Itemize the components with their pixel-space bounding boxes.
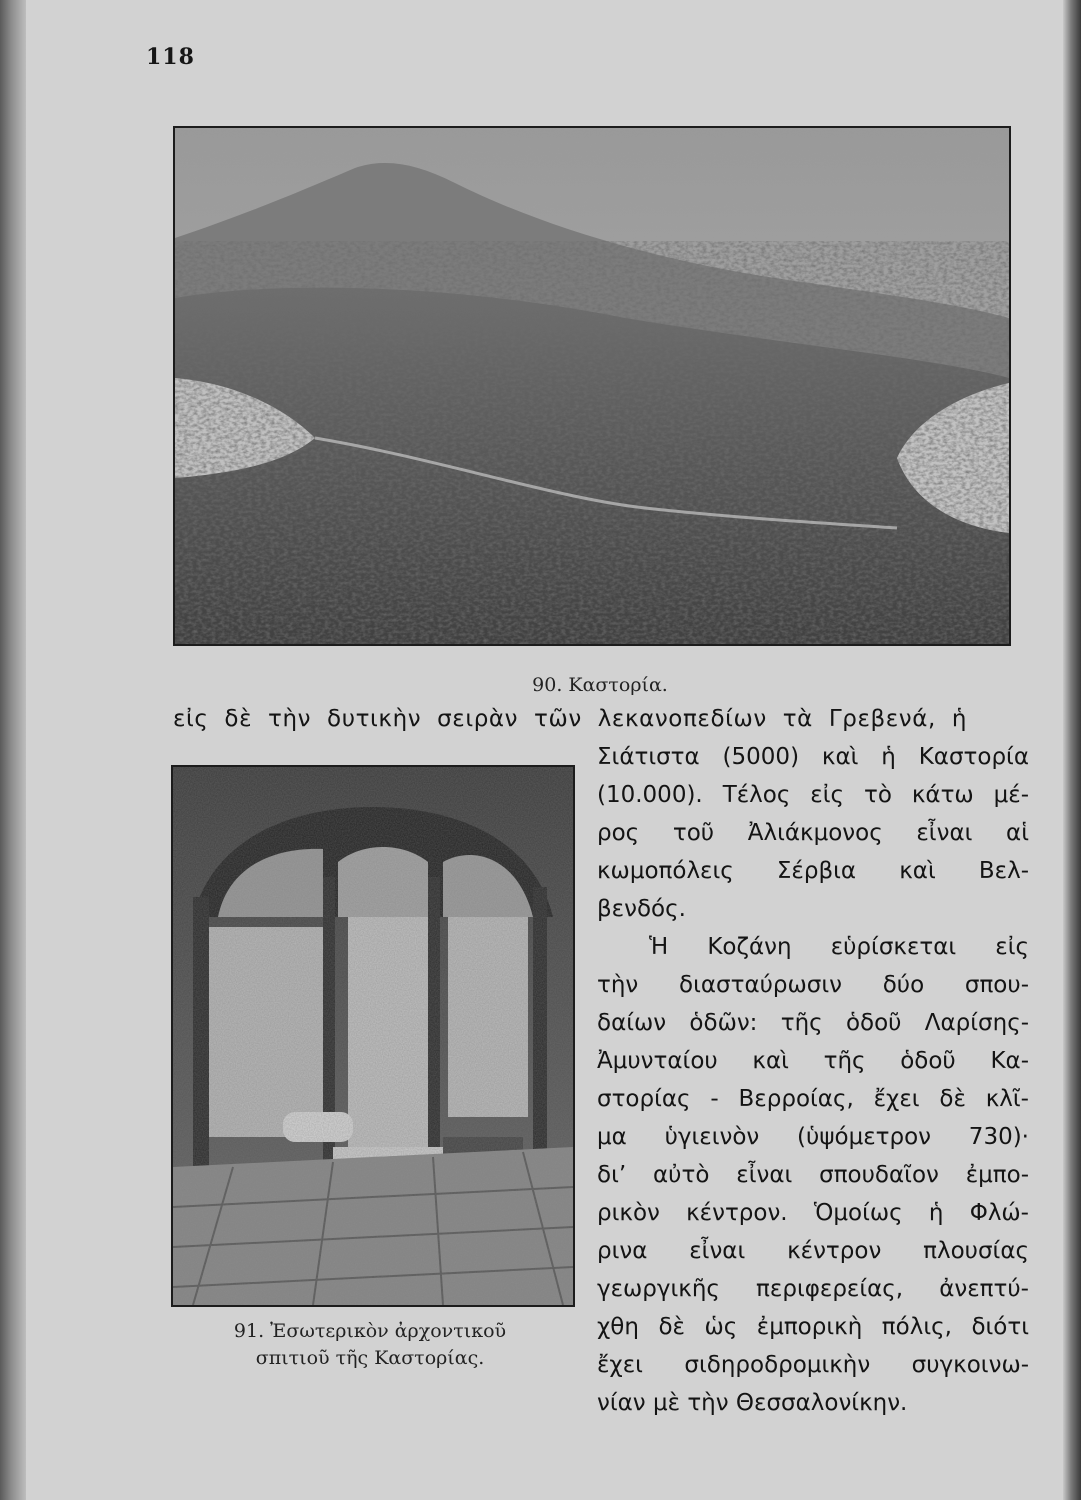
mansion-interior-photo: [171, 765, 575, 1307]
body-line-11: στορίας - Βερροίας, ἔχει δὲ κλῖ-: [597, 1086, 1029, 1112]
body-line-1: εἰς δὲ τὴν δυτικὴν σειρὰν τῶν λεκανοπεδίων τὰ Γρεβενά, ἡ: [173, 706, 968, 732]
body-line-12: μα ὑγιεινὸν (ὑψόμετρον 730)·: [597, 1124, 1029, 1150]
body-line-8: τὴν διασταύρωσιν δύο σπου-: [597, 972, 1029, 998]
scan-edge-left: [0, 0, 26, 1500]
figure-91-caption-line1: 91. Ἐσωτερικὸν ἀρχοντικοῦ: [233, 1320, 507, 1342]
body-line-4: ρος τοῦ Ἀλιάκμονος εἶναι αἱ: [597, 820, 1029, 846]
body-line-19: νίαν μὲ τὴν Θεσσαλονίκην.: [597, 1390, 908, 1416]
body-line-3: (10.000). Τέλος εἰς τὸ κάτω μέ-: [597, 782, 1029, 808]
page-number: 118: [146, 44, 195, 70]
body-line-6: βενδός.: [597, 896, 686, 922]
body-line-10: Ἀμυνταίου καὶ τῆς ὁδοῦ Κα-: [597, 1048, 1029, 1074]
body-line-9: δαίων ὁδῶν: τῆς ὁδοῦ Λαρίσης-: [597, 1010, 1029, 1036]
body-line-18: ἔχει σιδηροδρομικὴν συγκοινω-: [597, 1352, 1029, 1378]
body-line-16: γεωργικῆς περιφερείας, ἀνεπτύ-: [597, 1276, 1029, 1302]
figure-90-caption: 90. Καστορία.: [532, 674, 668, 696]
body-line-15: ρινα εἶναι κέντρον πλουσίας: [597, 1238, 1029, 1264]
kastoria-panorama-photo: [173, 126, 1011, 646]
body-line-2: Σιάτιστα (5000) καὶ ἡ Καστορία: [597, 744, 1029, 770]
body-line-5: κωμοπόλεις Σέρβια καὶ Βελ-: [597, 858, 1029, 884]
figure-91-caption: [180, 1318, 560, 1372]
body-line-13: δι’ αὐτὸ εἶναι σπουδαῖον ἐμπο-: [597, 1162, 1029, 1188]
body-line-7: Ἡ Κοζάνη εὑρίσκεται εἰς: [649, 934, 1029, 960]
figure-91-caption-line2: σπιτιοῦ τῆς Καστορίας.: [255, 1347, 485, 1369]
body-line-17: χθη δὲ ὡς ἐμπορικὴ πόλις, διότι: [597, 1314, 1029, 1340]
body-line-14: ρικὸν κέντρον. Ὁμοίως ἡ Φλώ-: [597, 1200, 1029, 1226]
scan-edge-right: [1063, 0, 1081, 1500]
